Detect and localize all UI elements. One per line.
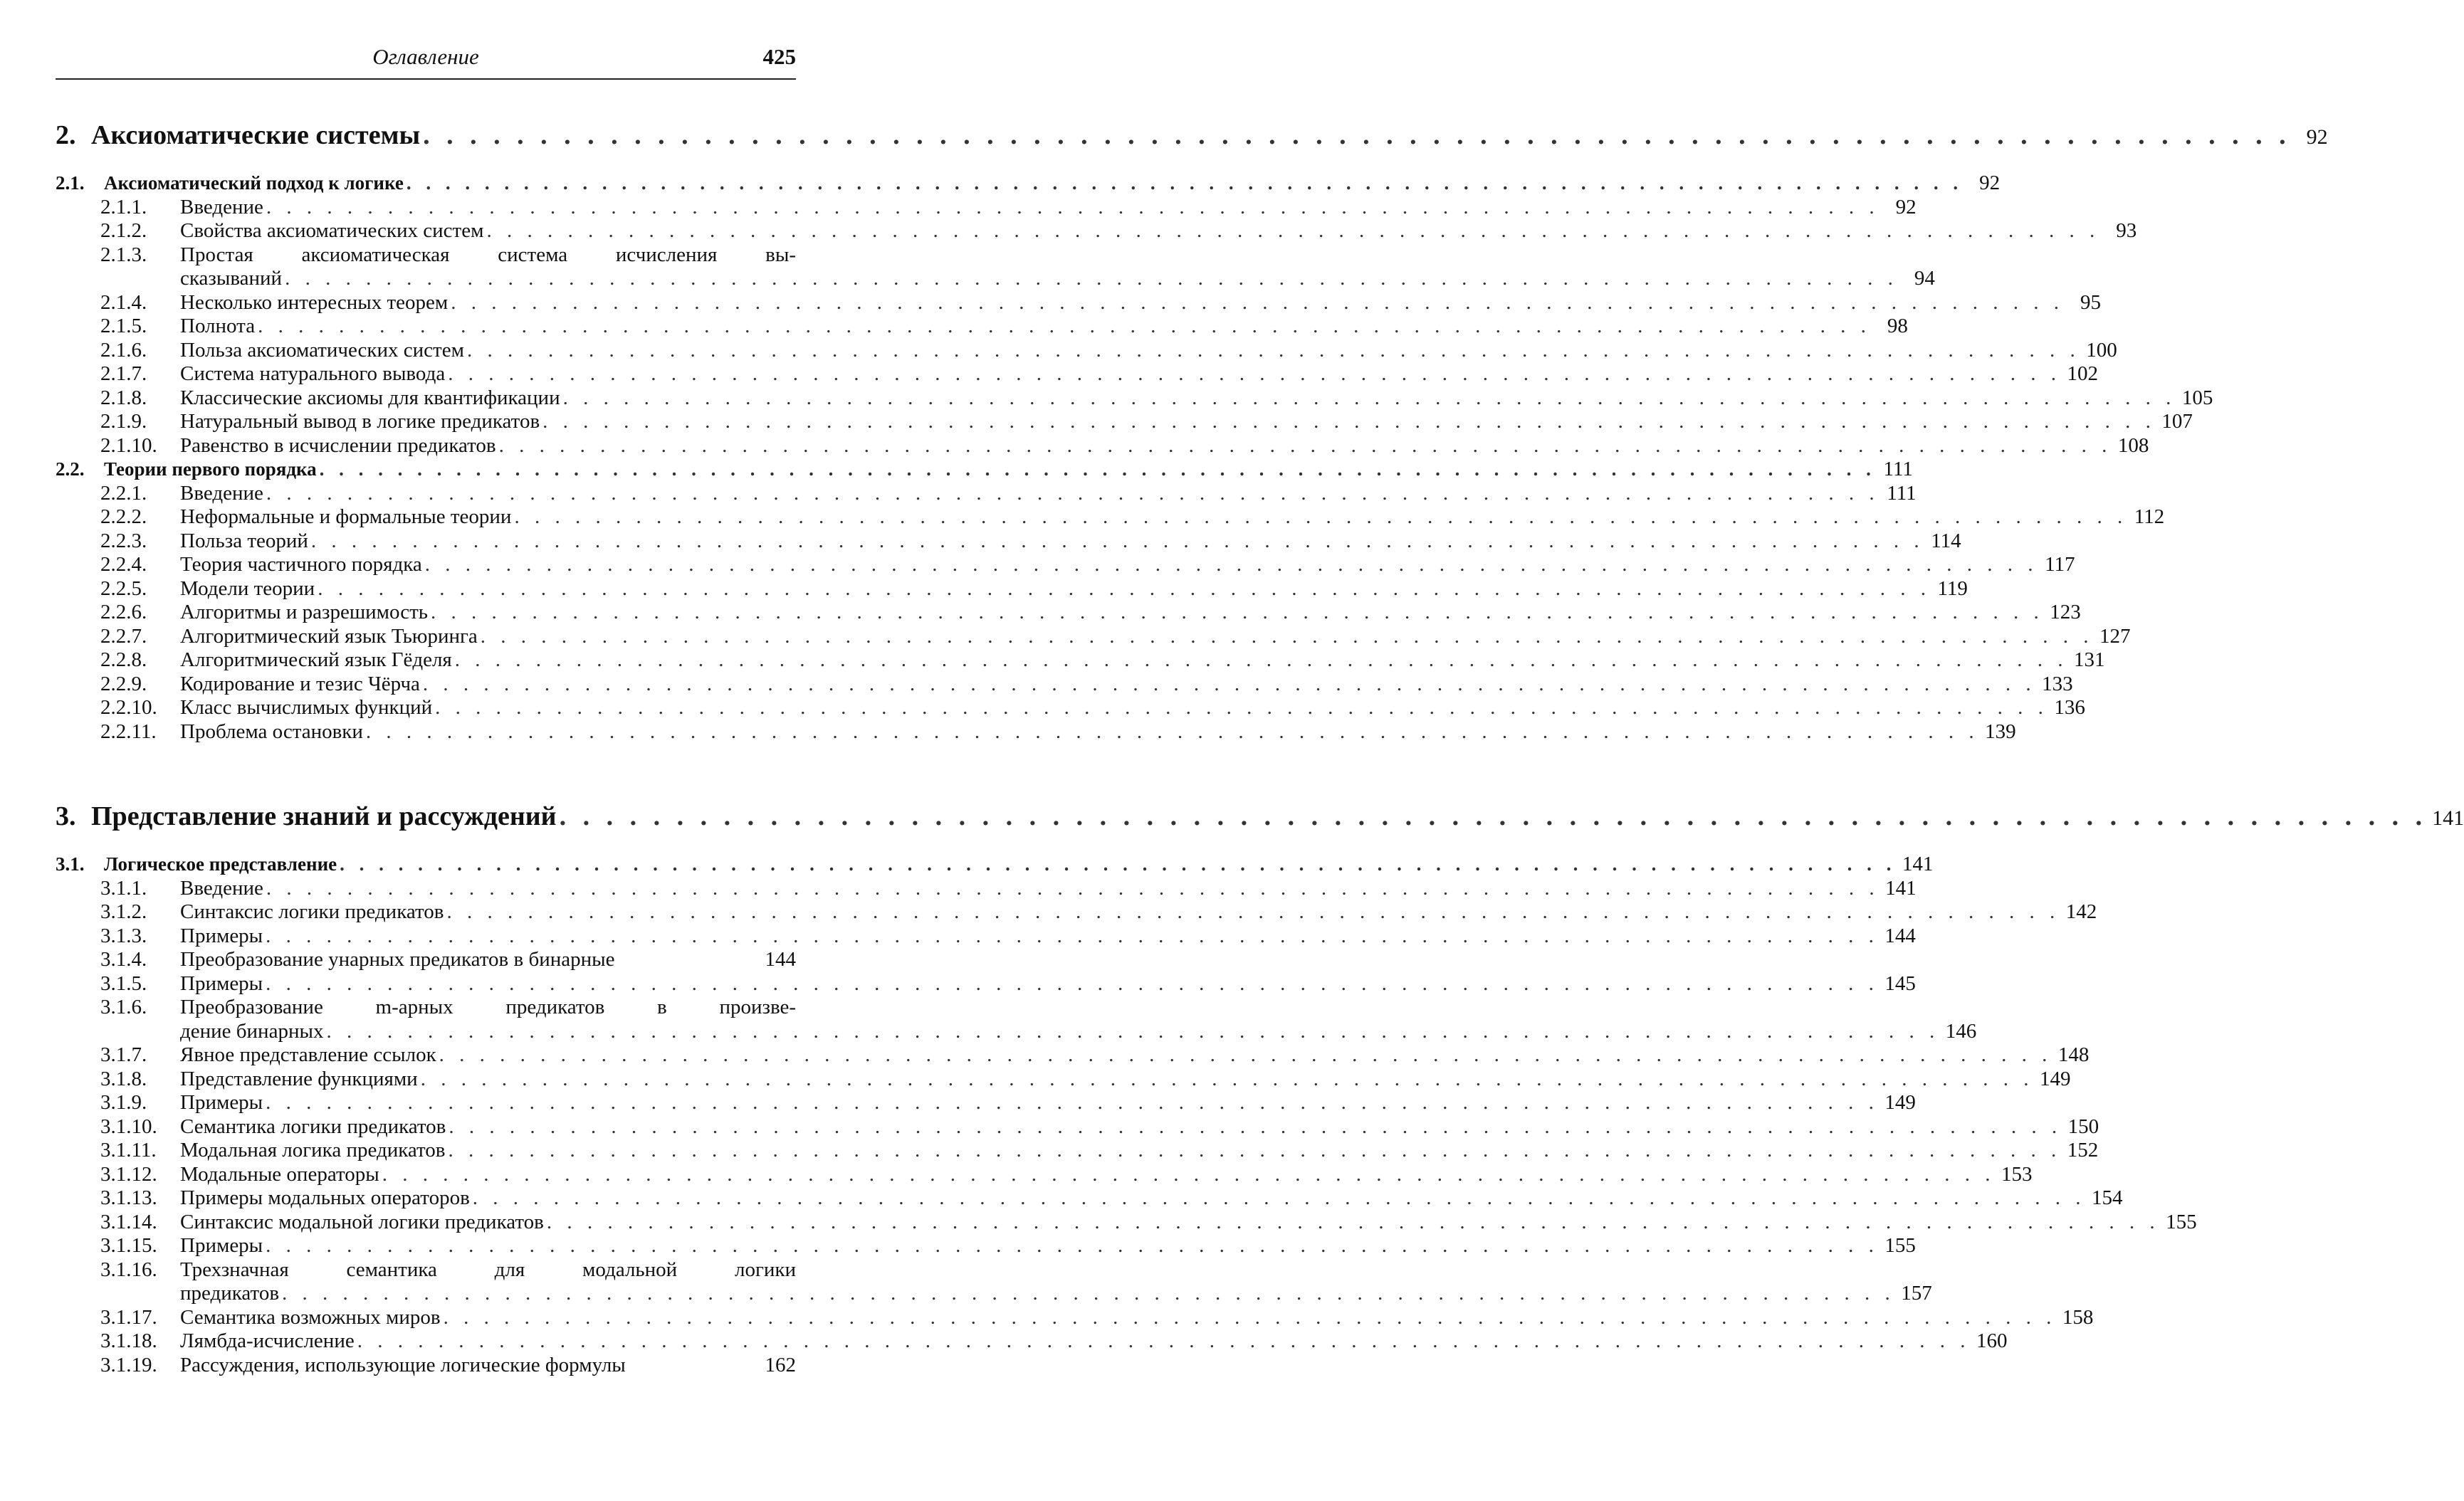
entry-page: 117 xyxy=(2045,553,2075,576)
entry-title: Алгоритмический язык Гёделя xyxy=(180,648,452,671)
entry-number: 3.1.11. xyxy=(100,1139,157,1162)
entry-number: 2.2.9. xyxy=(100,672,147,695)
toc-entry xyxy=(56,386,2213,411)
entry-page: 111 xyxy=(1887,481,1917,505)
running-head-title: Оглавление xyxy=(372,44,479,69)
dot-leader: . . . . . . . . . . . . . . . . . . . . . . . . . . . . . . . . . . . . . . . . . . . . . . . . . . . . . . . . . . . . . . . . . . . . . . . . . . . . . . . . xyxy=(365,720,1979,743)
dot-leader: . . . . . . . . . . . . . . . . . . . . . . . . . . . . . . . . . . . . . . . . . . . . . . . . . . . . . . . . . . . . . . . . . . . . . . . . . . . . . . . . xyxy=(266,924,1879,947)
dot-leader: . . . . . . . . . . . . . . . . . . . . . . . . . . . . . . . . . . . . . . . . . . . . . . . . . . . . . . . . . . . . . . . . . . . . . . . . . . . . . . . . xyxy=(454,648,2068,671)
entry-title: Класс вычислимых функций xyxy=(180,696,433,719)
entry-title: Лямбда-исчисление xyxy=(180,1329,355,1352)
entry-number: 3.1.1. xyxy=(100,876,147,900)
toc-entry xyxy=(56,315,1908,339)
entry-page: 150 xyxy=(2067,1115,2099,1138)
entry-number: 3.1.6. xyxy=(100,996,147,1018)
page-number: 425 xyxy=(762,44,796,69)
entry-number: 2.1.10. xyxy=(100,433,157,457)
chapter-heading xyxy=(56,120,2328,153)
toc-entry xyxy=(56,1067,2071,1092)
dot-leader: . . . . . . . . . . . . . . . . . . . . . . . . . . . . . . . . . . . . . . . . . . . . . . . . . . . . . . . . . . . . . . . . . . . . . . . . . . . . . . . . xyxy=(498,433,2112,457)
entry-page: 112 xyxy=(2134,505,2165,528)
toc-entry xyxy=(56,1234,1916,1258)
entry-number: 2.2.6. xyxy=(100,601,147,623)
toc-entry xyxy=(56,576,1968,601)
toc-entry xyxy=(56,1305,2094,1330)
entry-page: 133 xyxy=(2042,672,2073,695)
entry-page: 107 xyxy=(2161,410,2193,433)
dot-leader: . . . . . . . . . . . . . . . . . . . . . . . . . . . . . . . . . . . . . . . . . . . . . . . . . . . . . . . . . . . . . . . . . . . . . . . . . . . . . . . . xyxy=(542,410,2156,433)
entry-number: 3.1.2. xyxy=(100,900,147,923)
entry-number: 3.1.14. xyxy=(100,1210,157,1233)
entry-number: 2.2.5. xyxy=(100,576,147,600)
chapter-2 xyxy=(56,120,2328,744)
entry-title: Явное представление ссылок xyxy=(180,1043,436,1066)
entry-title: Синтаксис логики предикатов xyxy=(180,900,444,923)
entry-page: 154 xyxy=(2092,1186,2123,1209)
entry-title: Семантика логики предикатов xyxy=(180,1115,446,1138)
chapter-page: 92 xyxy=(2306,125,2328,149)
entry-title: Введение xyxy=(180,195,263,218)
dot-leader: . . . . . . . . . . . . . . . . . . . . . . . . . . . . . . . . . . . . . . . . . . . . . . . . . . . . . . . . . . . . . . . . . . . . . . . . . . . . . . . . xyxy=(466,338,2080,362)
dot-leader: . . . . . . . . . . . . . . . . . . . . . . . . . . . . . . . . . . . . . . . . . . . . . . . . . . . . . . . . . . . . . . . . . . . . . . . . . . . . . . . . xyxy=(486,219,2100,242)
entry-title: Введение xyxy=(180,481,263,505)
dot-leader: . . . . . . . . . . . . . . . . . . . . . . . . . . . . . . . . . . . . . . . . . . . . . . . . . . . . . . . . . . . . . . . . . . . . . . . . . . . . . . . . xyxy=(480,624,2094,648)
dot-leader: . . . . . . . . . . . . . . . . . . . . . . . . . . . . . . . . . . . . . . . . . . . . . . . . . . . . . . . . . . . . . . . . . . . . . . . . . . . . . . . . xyxy=(340,853,1897,875)
chapter-title: Представление знаний и рассуждений xyxy=(91,801,557,831)
toc-entry xyxy=(56,481,1917,506)
dot-leader: . . . . . . . . . . . . . . . . . . . . . . . . . . . . . . . . . . . . . . . . . . . . . . . . . . . . . . . . . . . . . . . . . . . . . . . . . . . . . . . . xyxy=(406,172,1964,194)
section-number: 3.1. xyxy=(56,853,85,875)
entry-page: 105 xyxy=(2181,386,2213,409)
dot-leader: . . . . . . . . . . . . . . . . . . . . . . . . . . . . . . . . . . . . . . . . . . . . . . . . . . . . . . . . . . . . . . . . . . . . . . . . . . . . . . . . xyxy=(562,386,2176,409)
entry-number: 2.1.9. xyxy=(100,410,147,433)
entry-title: Алгоритмы и разрешимость xyxy=(180,601,429,623)
dot-leader: . . . . . . . . . . . . . . . . . . . . . . . . . . . . . . . . . . . . . . . . . . . . . . . . . . . . . . . . . . . . . . . . . . . . . . . . . . . . . . . . xyxy=(514,505,2128,528)
entry-title: Польза аксиоматических систем xyxy=(180,338,464,362)
chapter-title: Аксиоматические системы xyxy=(91,120,421,150)
entry-title: Примеры xyxy=(180,1091,263,1114)
dot-leader: . . . . . . . . . . . . . . . . . . . . . . . . . . . . . . . . . . . . . . . . . . . . . . . . . . . . . . . . . . . . . . . . . . . . . . . . . . . . . . . . xyxy=(435,696,2048,719)
header-rule xyxy=(56,78,796,80)
entry-title: Примеры xyxy=(180,971,263,995)
dot-leader: . . . . . . . . . . . . . . . . . . . . . . . . . . . . . . . . . . . . . . . . . . . . . . . . . . . . . . . . . . . . . . . . . . . . . . . . . . . . . . . . xyxy=(282,1282,1895,1305)
entry-title: Представление функциями xyxy=(180,1067,418,1090)
dot-leader: . . . . . . . . . . . . . . . . . . . . . . . . . . . . . . . . . . . . . . . . . . . . . . . . . . . . . . . . . . . . . . . . . . . . . . . . . . . . . . . . xyxy=(258,315,1871,337)
entry-title: Проблема остановки xyxy=(180,720,363,743)
entry-number: 2.2.1. xyxy=(100,481,147,505)
entry-title: Несколько интересных теорем xyxy=(180,290,449,314)
dot-leader: . . . . . . . . . . . . . . . . . . . . . . . . . . . . . . . . . . . . . . . . . . . . . . . . . . . . . . . . . . . . . . . . . . . . . . . . . . . . . . . . xyxy=(424,553,2038,576)
chapter-heading xyxy=(56,801,2464,834)
entry-number: 3.1.4. xyxy=(100,948,147,971)
dot-leader: . . . . . . . . . . . . . . . . . . . . . . . . . . . . . . . . . . . . . . . . . . . . . . . . . . . . . . . . . . . . . . . . . . . . . . . . . . . . . . . . xyxy=(446,900,2060,923)
entry-number: 3.1.18. xyxy=(100,1329,157,1352)
toc-entry xyxy=(56,362,2098,386)
entry-page: 141 xyxy=(1885,876,1917,900)
entry-page: 139 xyxy=(1985,720,2016,743)
entry-page: 153 xyxy=(2001,1162,2033,1186)
entry-title: Неформальные и формальные теории xyxy=(180,505,512,528)
section-title: Логическое представление xyxy=(104,853,337,875)
dot-leader: . . . . . . . . . . . . . . . . . . . . . . . . . . . . . . . . . . . . . . . . . . . . . . . . . . . . . . . . . . . . . . . . . . . . . . . . . . . . . . . . xyxy=(266,971,1879,995)
entry-title: Классические аксиомы для квантификации xyxy=(180,386,560,409)
toc-entry xyxy=(56,948,796,972)
entry-page: 160 xyxy=(1976,1329,2008,1352)
dot-leader: . . . . . . . . . . . . . . . . . . . . . . . . . . . . . . . . . . . . . . . . . . . . . . . . . . . . . . . . . . . . . . . . . . . . . . . . . . . . . . . . xyxy=(318,576,1931,600)
entry-page: 119 xyxy=(1937,576,1968,600)
entry-title: Рассуждения, использующие логические формулы xyxy=(180,1353,626,1376)
section-title: Теории первого порядка xyxy=(104,458,317,480)
dot-leader: . . . . . . . . . . . . . . . . . . . . . . . . . . . . . . . . . . . . . . . . . . . . . . . . . . . . . . . . . . . . . . . . . . . . . . . . . . . . . . . . xyxy=(559,801,2428,831)
entry-page: 100 xyxy=(2086,338,2117,362)
entry-title-continued: сказываний xyxy=(180,267,283,290)
toc-entry xyxy=(56,1091,1916,1115)
chapter-3 xyxy=(56,801,2464,1377)
entry-page: 152 xyxy=(2067,1139,2099,1162)
toc-entry xyxy=(56,1162,2033,1187)
dot-leader: . . . . . . . . . . . . . . . . . . . . . . . . . . . . . . . . . . . . . . . . . . . . . . . . . . . . . . . . . . . . . . . . . . . . . . . . . . . . . . . . xyxy=(266,1091,1879,1114)
entry-number: 3.1.7. xyxy=(100,1043,147,1066)
entry-page: 155 xyxy=(1884,1234,1916,1257)
entry-title: Преобразование m-арных предикатов в произве- xyxy=(180,996,796,1018)
entry-number: 3.1.3. xyxy=(100,924,147,947)
toc-entry xyxy=(56,1329,2008,1354)
entry-number: 2.1.7. xyxy=(100,362,147,385)
dot-leader: . . . . . . . . . . . . . . . . . . . . . . . . . . . . . . . . . . . . . . . . . . . . . . . . . . . . . . . . . . . . . . . . . . . . . . . . . . . . . . . . xyxy=(546,1210,2160,1233)
entry-title-continued: дение бинарных xyxy=(180,1019,324,1043)
dot-leader: . . . . . . . . . . . . . . . . . . . . . . . . . . . . . . . . . . . . . . . . . . . . . . . . . . . . . . . . . . . . . . . . . . . . . . . . . . . . . . . . xyxy=(431,601,2044,623)
entry-title: Теория частичного порядка xyxy=(180,553,422,576)
dot-leader: . . . . . . . . . . . . . . . . . . . . . . . . . . . . . . . . . . . . . . . . . . . . . . . . . . . . . . . . . . . . . . . . . . . . . . . . . . . . . . . . xyxy=(423,120,2291,150)
entry-number: 3.1.17. xyxy=(100,1305,157,1329)
entry-page: 158 xyxy=(2062,1305,2094,1329)
entry-page: 114 xyxy=(1931,529,1961,552)
entry-title: Модальные операторы xyxy=(180,1162,379,1186)
entry-page: 142 xyxy=(2065,900,2097,923)
entry-title: Примеры xyxy=(180,1234,263,1257)
dot-leader: . . . . . . . . . . . . . . . . . . . . . . . . . . . . . . . . . . . . . . . . . . . . . . . . . . . . . . . . . . . . . . . . . . . . . . . . . . . . . . . . xyxy=(266,195,1880,218)
toc-entry xyxy=(56,648,2105,673)
section-heading xyxy=(56,172,2001,196)
entry-title: Примеры модальных операторов xyxy=(180,1186,470,1209)
entry-page: 144 xyxy=(1884,924,1916,947)
toc-entry xyxy=(56,529,1961,554)
toc-entry xyxy=(56,410,2193,434)
dot-leader: . . . . . . . . . . . . . . . . . . . . . . . . . . . . . . . . . . . . . . . . . . . . . . . . . . . . . . . . . . . . . . . . . . . . . . . . . . . . . . . . xyxy=(449,1115,2062,1138)
entry-number: 2.2.8. xyxy=(100,648,147,671)
toc-entry xyxy=(56,1258,1932,1306)
entry-title: Введение xyxy=(180,876,263,900)
dot-leader: . . . . . . . . . . . . . . . . . . . . . . . . . . . . . . . . . . . . . . . . . . . . . . . . . . . . . . . . . . . . . . . . . . . . . . . . . . . . . . . . xyxy=(266,481,1880,505)
toc-entry xyxy=(56,553,2075,577)
section-page: 92 xyxy=(1979,172,2001,194)
entry-page: 146 xyxy=(1945,1019,1977,1043)
entry-title: Польза теорий xyxy=(180,529,308,552)
entry-page: 108 xyxy=(2117,433,2149,457)
dot-leader: . . . . . . . . . . . . . . . . . . . . . . . . . . . . . . . . . . . . . . . . . . . . . . . . . . . . . . . . . . . . . . . . . . . . . . . . . . . . . . . . xyxy=(310,529,1924,552)
dot-leader: . . . . . . . . . . . . . . . . . . . . . . . . . . . . . . . . . . . . . . . . . . . . . . . . . . . . . . . . . . . . . . . . . . . . . . . . . . . . . . . . xyxy=(439,1043,2053,1066)
toc-entry xyxy=(56,433,2149,458)
toc-entry xyxy=(56,971,1916,996)
toc-entry xyxy=(56,243,1935,291)
dot-leader: . . . . . . . . . . . . . . . . . . . . . . . . . . . . . . . . . . . . . . . . . . . . . . . . . . . . . . . . . . . . . . . . . . . . . . . . . . . . . . . . xyxy=(326,1019,1940,1043)
entry-number: 2.2.7. xyxy=(100,624,147,648)
entry-number: 2.2.10. xyxy=(100,696,157,719)
entry-title: Натуральный вывод в логике предикатов xyxy=(180,410,540,433)
entry-page: 127 xyxy=(2099,624,2131,648)
toc-entry xyxy=(56,1210,2197,1235)
entry-number: 2.2.2. xyxy=(100,505,147,528)
entry-title: Синтаксис модальной логики предикатов xyxy=(180,1210,544,1233)
toc-entry xyxy=(56,624,2131,649)
entry-page: 148 xyxy=(2057,1043,2090,1066)
entry-title: Полнота xyxy=(180,315,256,337)
chapter-number: 2. xyxy=(56,120,76,150)
chapter-number: 3. xyxy=(56,801,76,831)
entry-page: 136 xyxy=(2054,696,2085,719)
dot-leader: . . . . . . . . . . . . . . . . . . . . . . . . . . . . . . . . . . . . . . . . . . . . . . . . . . . . . . . . . . . . . . . . . . . . . . . . . . . . . . . . xyxy=(266,1234,1879,1257)
dot-leader: . . . . . . . . . . . . . . . . . . . . . . . . . . . . . . . . . . . . . . . . . . . . . . . . . . . . . . . . . . . . . . . . . . . . . . . . . . . . . . . . xyxy=(448,1139,2062,1162)
entry-number: 2.1.3. xyxy=(100,243,147,266)
entry-title: Система натурального вывода xyxy=(180,362,446,385)
toc-entry xyxy=(56,1186,2123,1211)
toc-entry xyxy=(56,1043,2090,1068)
entry-page: 157 xyxy=(1901,1282,1932,1305)
dot-leader: . . . . . . . . . . . . . . . . . . . . . . . . . . . . . . . . . . . . . . . . . . . . . . . . . . . . . . . . . . . . . . . . . . . . . . . . . . . . . . . . xyxy=(357,1329,1971,1352)
entry-number: 3.1.9. xyxy=(100,1091,147,1114)
entry-page: 102 xyxy=(2067,362,2098,385)
entry-number: 3.1.19. xyxy=(100,1353,157,1376)
entry-number: 3.1.15. xyxy=(100,1234,157,1257)
entry-number: 2.1.1. xyxy=(100,195,147,218)
toc-entry xyxy=(56,1139,2099,1163)
section-heading xyxy=(56,458,1913,482)
entry-number: 2.1.5. xyxy=(100,315,147,337)
entry-number: 3.1.16. xyxy=(100,1258,157,1281)
toc-entry xyxy=(56,601,2081,625)
toc-entry xyxy=(56,720,2016,744)
toc-entry xyxy=(56,696,2085,720)
dot-leader: . . . . . . . . . . . . . . . . . . . . . . . . . . . . . . . . . . . . . . . . . . . . . . . . . . . . . . . . . . . . . . . . . . . . . . . . . . . . . . . . xyxy=(266,876,1880,900)
entry-page: 149 xyxy=(2039,1067,2071,1090)
entry-title: Алгоритмический язык Тьюринга xyxy=(180,624,478,648)
entry-title: Примеры xyxy=(180,924,263,947)
entry-title: Свойства аксиоматических систем xyxy=(180,219,484,242)
chapter-page: 141 xyxy=(2432,806,2464,830)
dot-leader: . . . . . . . . . . . . . . . . . . . . . . . . . . . . . . . . . . . . . . . . . . . . . . . . . . . . . . . . . . . . . . . . . . . . . . . . . . . . . . . . xyxy=(285,267,1898,290)
entry-number: 3.1.12. xyxy=(100,1162,157,1186)
entry-title: Преобразование унарных предикатов в бинарные xyxy=(180,948,615,971)
dot-leader: . . . . . . . . . . . . . . . . . . . . . . . . . . . . . . . . . . . . . . . . . . . . . . . . . . . . . . . . . . . . . . . . . . . . . . . . . . . . . . . . xyxy=(448,362,2061,385)
section-page: 141 xyxy=(1902,853,1934,875)
section-title: Аксиоматический подход к логике xyxy=(104,172,404,194)
entry-page: 149 xyxy=(1884,1091,1916,1114)
section-number: 2.1. xyxy=(56,172,85,194)
entry-number: 3.1.8. xyxy=(100,1067,147,1090)
entry-number: 2.2.3. xyxy=(100,529,147,552)
entry-title: Равенство в исчислении предикатов xyxy=(180,433,496,457)
toc-entry xyxy=(56,1354,796,1378)
toc-entry xyxy=(56,672,2073,697)
section-number: 2.2. xyxy=(56,458,85,480)
toc-entry xyxy=(56,290,2102,315)
toc-entry xyxy=(56,338,2117,363)
entry-title: Трехзначная семантика для модальной логики xyxy=(180,1258,796,1281)
entry-number: 3.1.5. xyxy=(100,971,147,995)
section-page: 111 xyxy=(1883,458,1913,480)
entry-number: 2.1.8. xyxy=(100,386,147,409)
entry-page: 95 xyxy=(2080,290,2102,314)
entry-page: 98 xyxy=(1887,315,1908,337)
toc-entry xyxy=(56,924,1916,949)
entry-title: Модели теории xyxy=(180,576,315,600)
toc-entry xyxy=(56,195,1917,220)
entry-page: 162 xyxy=(765,1353,796,1376)
dot-leader: . . . . . . . . . . . . . . . . . . . . . . . . . . . . . . . . . . . . . . . . . . . . . . . . . . . . . . . . . . . . . . . . . . . . . . . . . . . . . . . . xyxy=(382,1162,1996,1186)
entry-number: 2.1.4. xyxy=(100,290,147,314)
entry-number: 2.1.6. xyxy=(100,338,147,362)
entry-page: 93 xyxy=(2116,219,2137,242)
entry-number: 2.2.4. xyxy=(100,553,147,576)
entry-title-continued: предикатов xyxy=(180,1282,280,1305)
entry-page: 155 xyxy=(2166,1210,2197,1233)
entry-title: Семантика возможных миров xyxy=(180,1305,441,1329)
entry-page: 131 xyxy=(2074,648,2105,671)
toc-entry xyxy=(56,505,2165,530)
entry-page: 94 xyxy=(1914,267,1935,290)
entry-title: Простая аксиоматическая система исчисления вы- xyxy=(180,243,796,266)
dot-leader: . . . . . . . . . . . . . . . . . . . . . . . . . . . . . . . . . . . . . . . . . . . . . . . . . . . . . . . . . . . . . . . . . . . . . . . . . . . . . . . . xyxy=(443,1305,2057,1329)
entry-page: 145 xyxy=(1884,971,1916,995)
entry-number: 3.1.13. xyxy=(100,1186,157,1209)
toc-entry xyxy=(56,1115,2099,1139)
dot-leader: . . . . . . . . . . . . . . . . . . . . . . . . . . . . . . . . . . . . . . . . . . . . . . . . . . . . . . . . . . . . . . . . . . . . . . . . . . . . . . . . xyxy=(422,672,2036,695)
dot-leader: . . . . . . . . . . . . . . . . . . . . . . . . . . . . . . . . . . . . . . . . . . . . . . . . . . . . . . . . . . . . . . . . . . . . . . . . . . . . . . . . xyxy=(319,458,1876,480)
entry-number: 2.1.2. xyxy=(100,219,147,242)
dot-leader: . . . . . . . . . . . . . . . . . . . . . . . . . . . . . . . . . . . . . . . . . . . . . . . . . . . . . . . . . . . . . . . . . . . . . . . . . . . . . . . . xyxy=(472,1186,2086,1209)
entry-page: 92 xyxy=(1895,195,1917,218)
entry-number: 3.1.10. xyxy=(100,1115,157,1138)
running-head xyxy=(56,43,796,83)
section-heading xyxy=(56,853,1934,877)
entry-title: Кодирование и тезис Чёрча xyxy=(180,672,420,695)
entry-number: 2.2.11. xyxy=(100,720,157,743)
toc-entry xyxy=(56,219,2137,243)
toc-entry xyxy=(56,996,1977,1043)
entry-page: 144 xyxy=(765,948,796,971)
toc-entry xyxy=(56,876,1917,901)
dot-leader: . . . . . . . . . . . . . . . . . . . . . . . . . . . . . . . . . . . . . . . . . . . . . . . . . . . . . . . . . . . . . . . . . . . . . . . . . . . . . . . . xyxy=(451,290,2065,314)
dot-leader: . . . . . . . . . . . . . . . . . . . . . . . . . . . . . . . . . . . . . . . . . . . . . . . . . . . . . . . . . . . . . . . . . . . . . . . . . . . . . . . . xyxy=(420,1067,2034,1090)
entry-page: 123 xyxy=(2050,601,2081,623)
entry-title: Модальная логика предикатов xyxy=(180,1139,446,1162)
toc-entry xyxy=(56,900,2097,925)
